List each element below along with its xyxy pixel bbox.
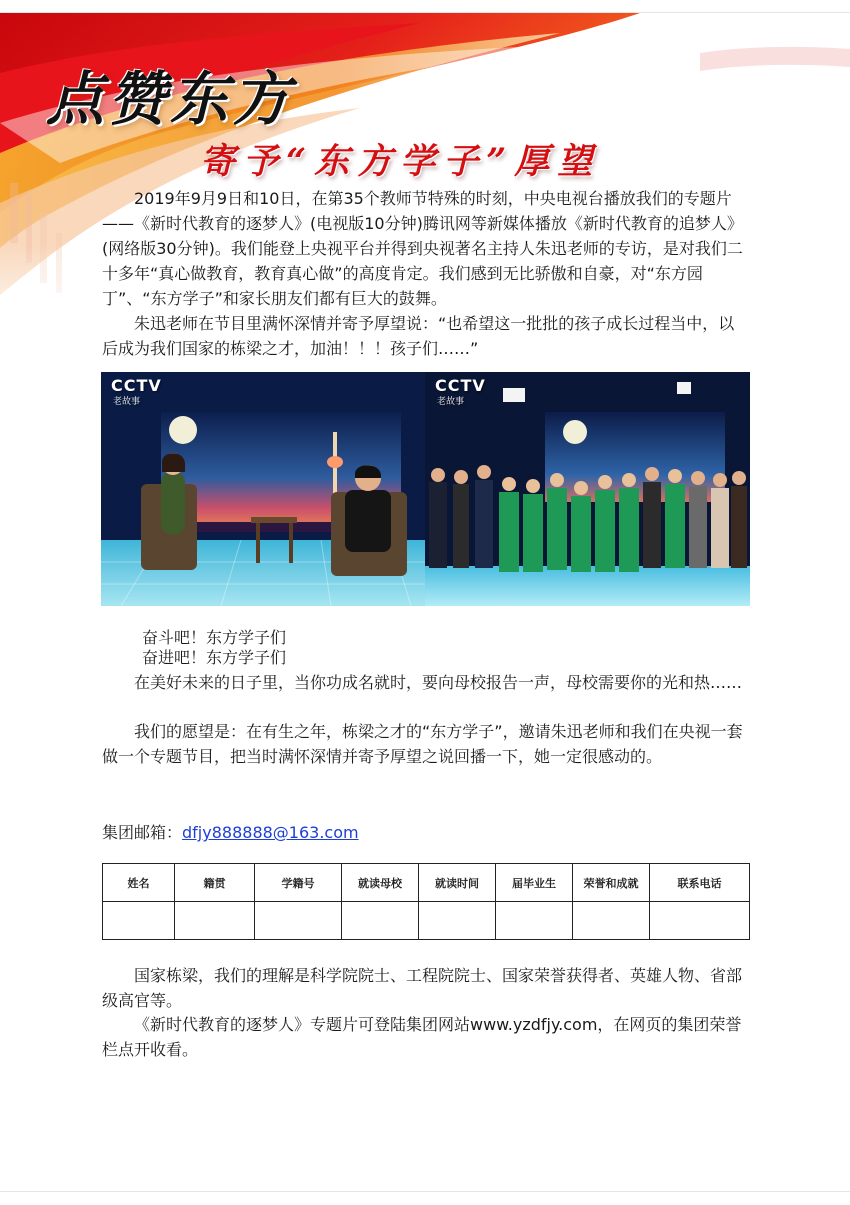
table-cell[interactable]	[573, 902, 650, 940]
cctv-logo: CCTV	[435, 376, 486, 395]
header-name: 姓名	[103, 864, 175, 902]
table-header-row	[103, 864, 750, 902]
table-row	[103, 902, 750, 940]
table-cell[interactable]	[103, 902, 175, 940]
paragraph-wish: 我们的愿望是：在有生之年，栋梁之才的“东方学子”，邀请朱迅老师和我们在央视一套做一个专题节目，把当时满怀深情并寄予厚望之说回播一下，她一定很感动的。	[102, 722, 743, 766]
header-phone: 联系电话	[650, 864, 750, 902]
group-photo	[425, 372, 750, 606]
contact-email-row	[102, 822, 359, 844]
brand-title: 点赞东方	[46, 65, 295, 133]
table-cell[interactable]	[496, 902, 573, 940]
header-student-id: 学籍号	[255, 864, 342, 902]
table-cell[interactable]	[342, 902, 419, 940]
email-label: 集团邮箱：	[102, 823, 183, 842]
paragraph-quote: 朱迅老师在节目里满怀深情并寄予厚望说：“也希望这一批批的孩子成长过程当中，以后成为我们国家的栋梁之才，加油！！！孩子们……”	[102, 314, 735, 358]
table-cell[interactable]	[175, 902, 255, 940]
header-honors: 荣誉和成就	[573, 864, 650, 902]
page-bottom-edge	[0, 1191, 850, 1192]
cctv-logo: CCTV	[111, 376, 162, 395]
interview-photo	[101, 372, 425, 606]
header-study-period: 就读时间	[419, 864, 496, 902]
headline: 寄予“东方学子”厚望	[200, 141, 601, 182]
header-graduation-class: 届毕业生	[496, 864, 573, 902]
paragraph-future: 在美好未来的日子里，当你功成名就时，要向母校报告一声，母校需要你的光和热……	[134, 673, 743, 692]
header-hometown: 籍贯	[175, 864, 255, 902]
cctv-program-label: 老故事	[113, 397, 141, 407]
paragraph-definition: 国家栋梁，我们的理解是科学院院士、工程院院士、国家荣誉获得者、英雄人物、省部级高官等。	[102, 966, 743, 1010]
email-link[interactable]: dfjy888888@163.com	[182, 823, 359, 842]
alumni-registration-table	[102, 863, 750, 940]
table-cell[interactable]	[419, 902, 496, 940]
slogan-line-1: 奋斗吧！东方学子们	[142, 628, 287, 647]
slogan-line-2: 奋进吧！东方学子们	[142, 648, 287, 667]
table-cell[interactable]	[255, 902, 342, 940]
cctv-program-label: 老故事	[437, 397, 465, 407]
paragraph-intro: 2019年9月9日和10日，在第35个教师节特殊的时刻，中央电视台播放我们的专题片——《新时代教育的逐梦人》(电视版10分钟)腾讯网等新媒体播放《新时代教育的追梦人》(网络版30分钟)。我们能登上央视平台并得到央视著名主持人朱迅老师的专访，是对我们二十多年“真心做教育，教育真心做”的高度肯定。我们感到无比骄傲和自豪，对“东方园丁”、“东方学子”和家长朋友们都有巨大的鼓舞。	[102, 189, 743, 308]
table-cell[interactable]	[650, 902, 750, 940]
paragraph-website: 《新时代教育的逐梦人》专题片可登陆集团网站www.yzdfjy.com，在网页的集团荣誉栏点开收看。	[102, 1015, 742, 1059]
header-school: 就读母校	[342, 864, 419, 902]
